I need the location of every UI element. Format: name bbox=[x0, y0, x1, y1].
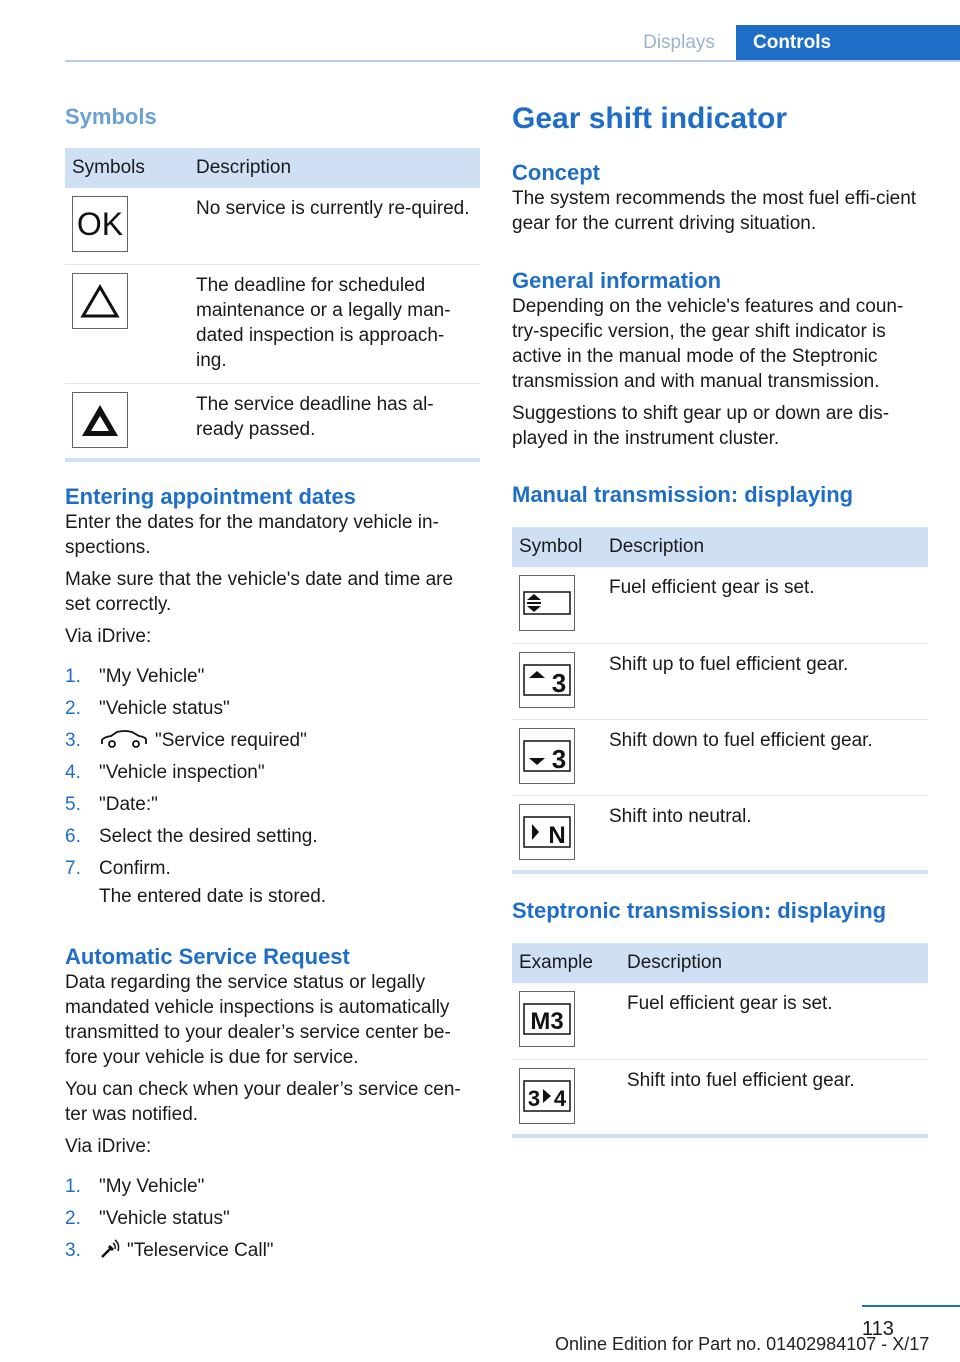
manual-table bbox=[512, 527, 928, 874]
description-col-header: Description bbox=[189, 148, 480, 188]
row-description: Fuel efficient gear is set. bbox=[620, 983, 928, 1059]
example-col-header: Example bbox=[512, 943, 620, 983]
paragraph: Depending on the vehicle's features and coun-try-specific version, the gear shift indicator is active in the manual mode of the Steptronic transmission and with manual transmission. bbox=[512, 296, 904, 392]
paragraph: Enter the dates for the mandatory vehicle in-spections. bbox=[65, 512, 439, 558]
neutral-icon bbox=[519, 804, 575, 860]
list-item: 2. "Vehicle status" bbox=[65, 1208, 230, 1229]
row-description: Shift into fuel efficient gear. bbox=[620, 1059, 928, 1136]
gear-set-icon bbox=[519, 575, 575, 631]
footer-divider bbox=[862, 1305, 960, 1307]
paragraph: Make sure that the vehicle's date and time are set correctly. bbox=[65, 569, 454, 615]
manual-heading: Manual transmission: displaying bbox=[512, 482, 854, 507]
m3-icon bbox=[519, 991, 575, 1047]
edition-footer: Online Edition for Part no. 01402984107 - X/17 bbox=[555, 1334, 930, 1354]
svg-text:N: N bbox=[548, 821, 566, 849]
shift-up-icon bbox=[519, 652, 575, 708]
table-row bbox=[512, 567, 928, 643]
paragraph: The system recommends the most fuel effi-cient gear for the current driving situation. bbox=[512, 188, 917, 234]
paragraph: Data regarding the service status or legally mandated vehicle inspections is automatically transmitted to your dealer’s service center be-fore your vehicle is due for service. bbox=[65, 972, 451, 1068]
paragraph: Via iDrive: bbox=[65, 626, 152, 647]
svg-text:4: 4 bbox=[553, 1085, 567, 1111]
car-icon bbox=[99, 729, 149, 749]
paragraph: You can check when your dealer’s service cen-ter was notified. bbox=[65, 1079, 461, 1125]
list-item: 1. "My Vehicle" bbox=[65, 666, 205, 687]
shift-3-to-4-icon bbox=[519, 1068, 575, 1124]
warning-triangle-icon bbox=[72, 273, 128, 329]
warning-triangle-filled-icon bbox=[72, 392, 128, 448]
shift-down-icon bbox=[519, 728, 575, 784]
teleservice-icon bbox=[99, 1239, 121, 1259]
list-item: 2. "Vehicle status" bbox=[65, 698, 230, 719]
table-row bbox=[65, 383, 480, 460]
list-item: 5. "Date:" bbox=[65, 794, 158, 815]
svg-text:3: 3 bbox=[551, 667, 567, 697]
paragraph: Via iDrive: bbox=[65, 1136, 152, 1157]
entering-section bbox=[65, 484, 480, 909]
list-item: 3. "Teleservice Call" bbox=[65, 1240, 274, 1261]
table-row bbox=[512, 795, 928, 872]
entering-heading: Entering appointment dates bbox=[65, 484, 356, 509]
ok-icon bbox=[72, 196, 128, 252]
description-col-header: Description bbox=[602, 527, 928, 567]
table-row bbox=[65, 264, 480, 383]
page-number: 113 bbox=[862, 1318, 894, 1340]
list-item: 7. Confirm. bbox=[65, 858, 171, 879]
description-col-header: Description bbox=[620, 943, 928, 983]
table-row bbox=[512, 1059, 928, 1136]
table-row bbox=[512, 983, 928, 1059]
list-item: 1. "My Vehicle" bbox=[65, 1176, 205, 1197]
symbol-col-header: Symbol bbox=[512, 527, 602, 567]
row-description: The deadline for scheduled maintenance or a legally man-dated inspection is approach-ing. bbox=[189, 264, 480, 383]
concept-section bbox=[512, 160, 928, 236]
row-description: No service is currently re-quired. bbox=[189, 188, 480, 264]
symbols-heading: Symbols bbox=[65, 104, 157, 129]
table-row bbox=[512, 643, 928, 719]
page-title: Gear shift indicator bbox=[512, 102, 788, 135]
symbols-table bbox=[65, 148, 480, 462]
header-divider bbox=[65, 60, 960, 62]
svg-text:3: 3 bbox=[551, 743, 567, 773]
table-row bbox=[65, 188, 480, 264]
list-item: 6. Select the desired setting. bbox=[65, 826, 318, 847]
svg-text:M3: M3 bbox=[530, 1008, 564, 1035]
paragraph: Suggestions to shift gear up or down are dis-played in the instrument cluster. bbox=[512, 403, 890, 449]
list-item: 3. "Service required" bbox=[65, 730, 307, 751]
steps-list bbox=[65, 664, 480, 881]
concept-heading: Concept bbox=[512, 160, 600, 185]
row-description: Shift down to fuel efficient gear. bbox=[602, 719, 928, 795]
symbols-col-header: Symbols bbox=[65, 148, 189, 188]
table-row bbox=[512, 719, 928, 795]
svg-text:OK: OK bbox=[76, 206, 124, 242]
steps-list bbox=[65, 1174, 480, 1263]
asr-section bbox=[65, 944, 480, 1270]
row-description: Fuel efficient gear is set. bbox=[602, 567, 928, 643]
svg-text:3: 3 bbox=[527, 1085, 541, 1111]
row-description: Shift into neutral. bbox=[602, 795, 928, 872]
asr-heading: Automatic Service Request bbox=[65, 944, 350, 969]
general-section bbox=[512, 268, 928, 451]
steptronic-heading: Steptronic transmission: displaying bbox=[512, 898, 887, 923]
row-description: Shift up to fuel efficient gear. bbox=[602, 643, 928, 719]
steptronic-table bbox=[512, 943, 928, 1138]
tab-displays[interactable]: Displays bbox=[643, 32, 715, 53]
step-result: The entered date is stored. bbox=[99, 886, 327, 907]
general-heading: General information bbox=[512, 268, 722, 293]
row-description: The service deadline has al-ready passed. bbox=[189, 383, 480, 460]
list-item: 4. "Vehicle inspection" bbox=[65, 762, 265, 783]
tab-controls[interactable]: Controls bbox=[736, 25, 960, 61]
